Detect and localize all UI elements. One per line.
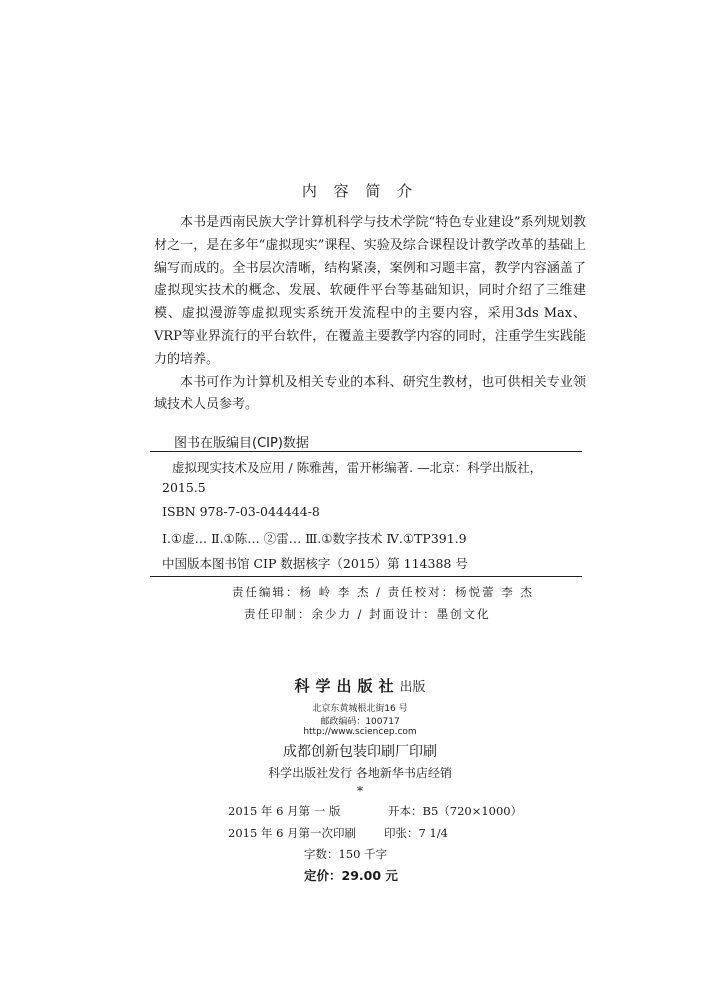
- summary-paragraph-2: 本书可作为计算机及相关专业的本科、研究生教材，也可供相关专业领域技术人员参考。: [154, 374, 586, 413]
- cip-isbn: ISBN 978-7-03-044444-8: [162, 504, 320, 519]
- cip-heading: 图书在版编目(CIP)数据: [174, 436, 309, 451]
- credits-print-design: 责任印制：余少力 / 封面设计：墨创文化: [244, 607, 491, 621]
- cip-title-line: 虚拟现实技术及应用 / 陈雅茜，雷开彬编著. —北京：科学出版社，: [172, 460, 543, 475]
- price-line: 定价：29.00 元: [304, 868, 398, 883]
- word-count: 字数：150 千字: [304, 847, 388, 861]
- publisher-postcode: 邮政编码：100717: [320, 717, 400, 727]
- publisher-address: 北京东黄城根北街16 号: [312, 704, 408, 714]
- edition-line: 2015 年 6 月第 一 版: [228, 804, 341, 818]
- publisher-line: [0, 675, 720, 696]
- format-line: 开本：B5（720×1000）: [388, 804, 523, 818]
- print-line: 2015 年 6 月第一次印刷: [228, 826, 357, 840]
- distribution-line: 科学出版社发行 各地新华书店经销: [268, 766, 452, 780]
- publisher-suffix: 出版: [399, 680, 426, 695]
- page-title: 内 容 简 介: [301, 182, 419, 200]
- printer-line: 成都创新包装印刷厂印刷: [283, 744, 437, 760]
- cip-catalog-number: 中国版本图书馆 CIP 数据核字（2015）第 114388 号: [162, 556, 468, 571]
- sheets-line: 印张：7 1/4: [384, 826, 448, 840]
- separator-star: *: [357, 784, 363, 798]
- credits-editors: 责任编辑：杨 岭 李 杰 / 责任校对：杨悦蕾 李 杰: [232, 585, 534, 599]
- cip-block: [150, 451, 582, 577]
- summary-body: [154, 212, 586, 417]
- summary-paragraph-1: 本书是西南民族大学计算机科学与技术学院“特色专业建设”系列规划教材之一，是在多年“虚拟现实”课程、实验及综合课程设计教学改革的基础上编写而成的。全书层次清晰，结构紧凑，案例和习题丰富，教学内容涵盖了虚拟现实技术的概念、发展、软硬件平台等基础知识，同时介绍了三维建模、虚拟漫游等虚拟现实系统开发流程中的主要内容，采用3ds Max、VRP等业界流行的平台软件，在覆盖主要教学内容的同时，注重学生实践能力的培养。: [154, 215, 586, 367]
- cip-classification: Ⅰ.①虚… Ⅱ.①陈… ②雷… Ⅲ.①数字技术 Ⅳ.①TP391.9: [162, 531, 467, 546]
- publisher-url: http://www.sciencep.com: [303, 727, 417, 737]
- publisher-logo-text: 科学出版社: [294, 677, 400, 695]
- cip-date-line: 2015.5: [162, 480, 206, 495]
